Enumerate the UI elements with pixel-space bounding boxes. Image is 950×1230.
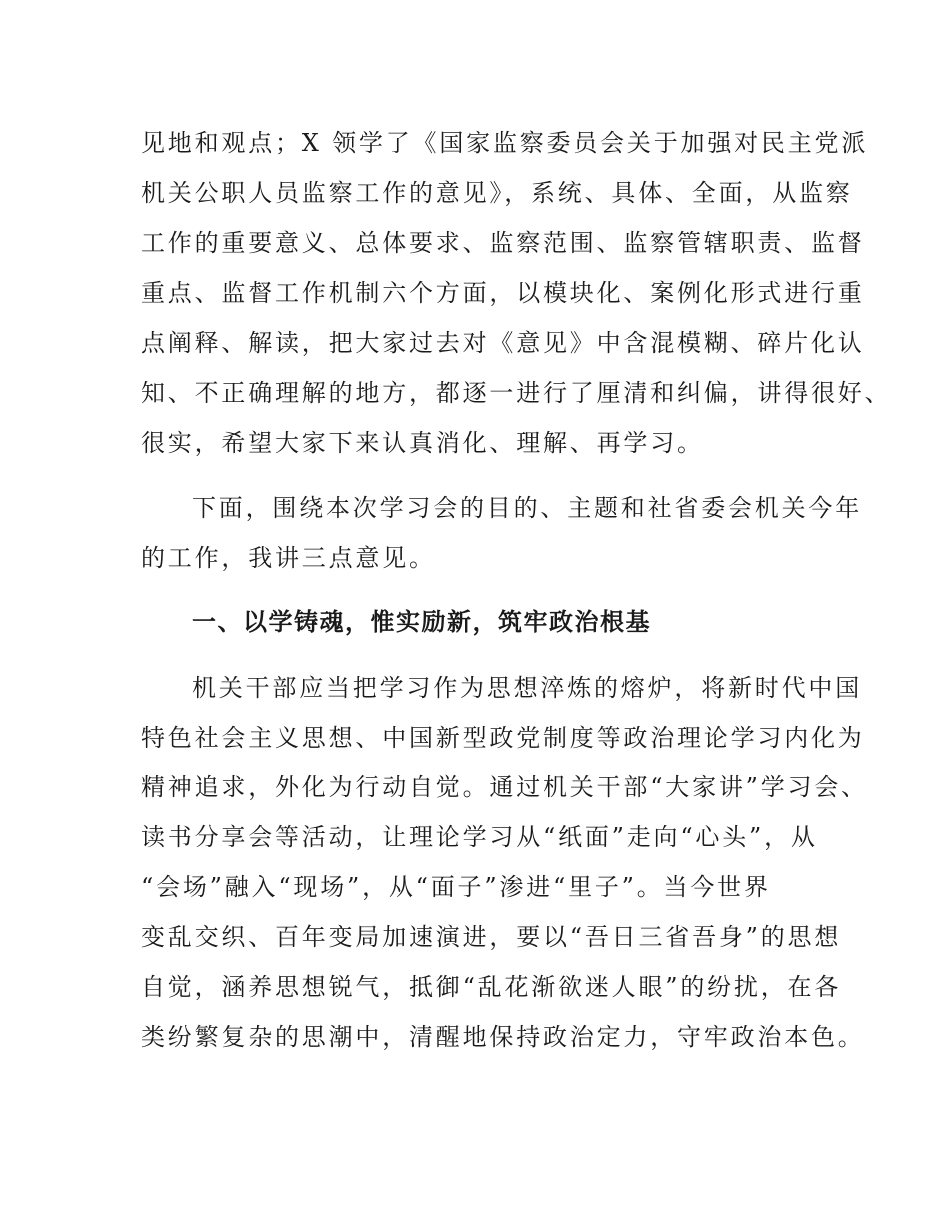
text-line: 知、不正确理解的地方，都逐一进行了厘清和纠偏，讲得很好、 bbox=[141, 379, 892, 407]
text-line: 重点、监督工作机制六个方面，以模块化、案例化形式进行重 bbox=[141, 279, 865, 307]
text-line: 机关干部应当把学习作为思想淬炼的熔炉，将新时代中国 bbox=[192, 674, 862, 702]
text-line: 特色社会主义思想、中国新型政党制度等政治理论学习内化为 bbox=[141, 724, 865, 752]
text-line: 见地和观点；X 领学了《国家监察委员会关于加强对民主党派 bbox=[141, 129, 869, 157]
text-line: 读书分享会等活动，让理论学习从“纸面”走向“心头”，从 bbox=[141, 823, 818, 851]
text-line: 类纷繁复杂的思潮中，清醒地保持政治定力，守牢政治本色。 bbox=[141, 1023, 865, 1051]
text-line: 自觉，涵养思想锐气，抵御“乱花渐欲迷人眼”的纷扰，在各 bbox=[141, 973, 842, 1001]
text-line: 变乱交织、百年变局加速演进，要以“吾日三省吾身”的思想 bbox=[141, 923, 842, 951]
text-line: 的工作，我讲三点意见。 bbox=[141, 544, 436, 572]
section-heading: 一、以学铸魂，惟实励新，筑牢政治根基 bbox=[192, 608, 651, 636]
text-line: 机关公职人员监察工作的意见》，系统、具体、全面，从监察 bbox=[141, 179, 853, 207]
text-line: 点阐释、解读，把大家过去对《意见》中含混模糊、碎片化认 bbox=[141, 329, 865, 357]
text-line: 很实，希望大家下来认真消化、理解、再学习。 bbox=[141, 429, 704, 457]
text-line: 精神追求，外化为行动自觉。通过机关干部“大家讲”学习会、 bbox=[141, 773, 868, 801]
text-line: 工作的重要意义、总体要求、监察范围、监察管辖职责、监督 bbox=[141, 229, 865, 257]
text-line: “会场”融入“现场”，从“面子”渗进“里子”。当今世界 bbox=[141, 873, 771, 901]
text-line: 下面，围绕本次学习会的目的、主题和社省委会机关今年 bbox=[192, 494, 862, 522]
